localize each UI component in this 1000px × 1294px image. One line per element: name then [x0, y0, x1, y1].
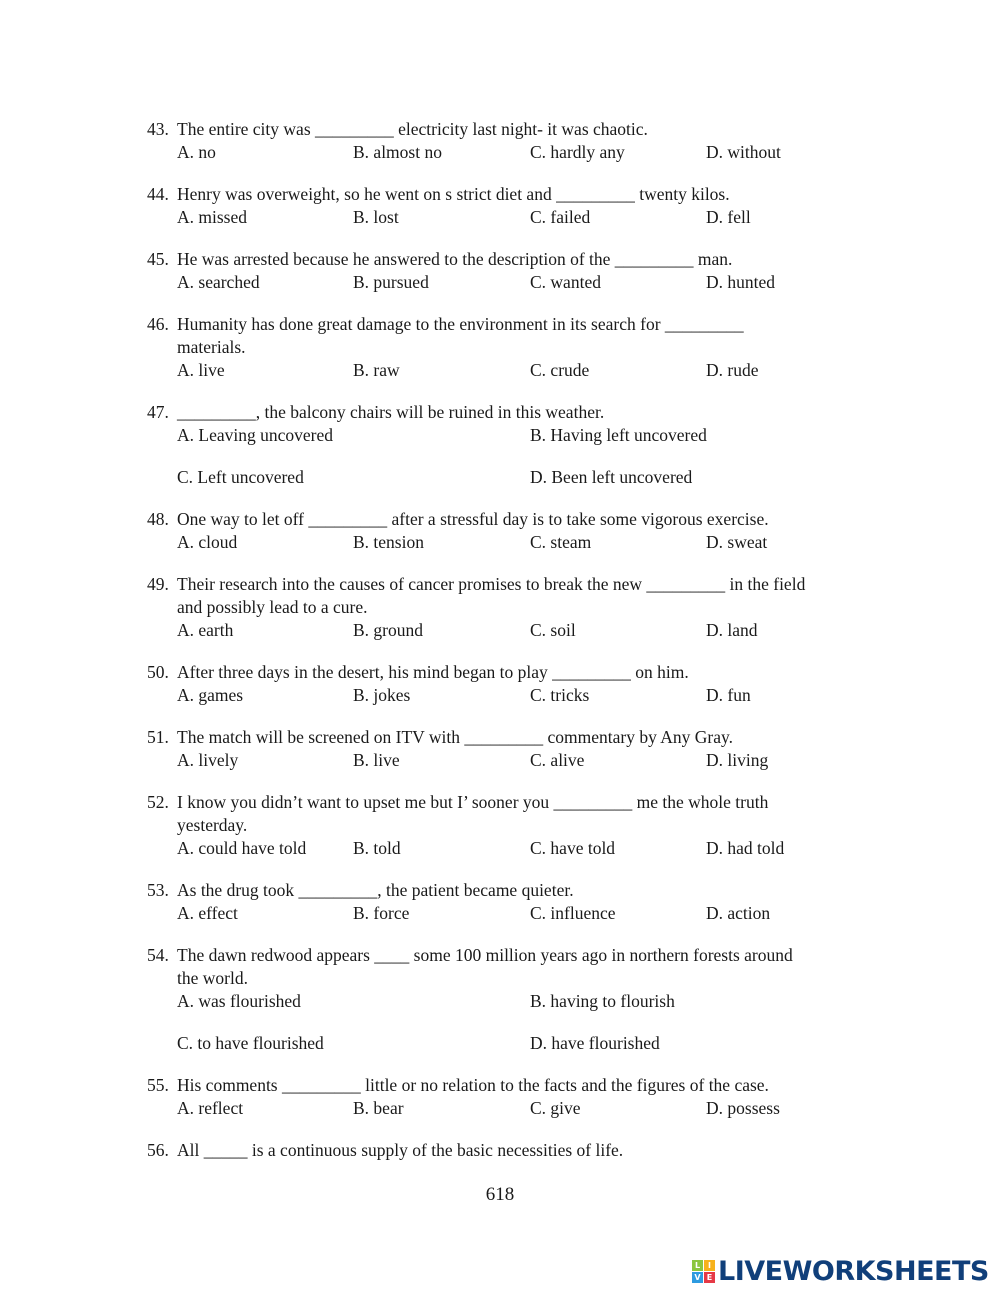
options-row — [147, 749, 907, 772]
answer-option: C. failed — [530, 207, 591, 227]
logo-text: LIVEWORKSHEETS — [718, 1256, 989, 1287]
question-number: 44. — [147, 184, 169, 204]
question-stem — [147, 401, 907, 424]
page-number: 618 — [485, 1184, 515, 1205]
question-stem — [147, 944, 907, 967]
answer-option: D. without — [706, 142, 781, 162]
answer-option: D. fell — [706, 207, 751, 227]
question-number: 49. — [147, 574, 169, 594]
answer-option: C. influence — [530, 903, 616, 923]
question-text-continued: the world. — [177, 968, 248, 988]
answer-option: A. Leaving uncovered — [177, 425, 333, 445]
question-stem — [147, 791, 907, 814]
answer-option: C. Left uncovered — [177, 467, 304, 487]
question-text: _________, the balcony chairs will be ruined in this weather. — [177, 402, 605, 422]
question-49 — [147, 573, 907, 642]
question-stem — [147, 1074, 907, 1097]
answer-option: B. told — [353, 838, 401, 858]
options-row — [147, 837, 907, 860]
question-number: 45. — [147, 249, 169, 269]
answer-option: B. Having left uncovered — [530, 425, 707, 445]
answer-option: C. steam — [530, 532, 592, 552]
question-text-continued: and possibly lead to a cure. — [177, 597, 368, 617]
question-stem — [147, 573, 907, 596]
options-row — [147, 1032, 907, 1055]
question-number: 56. — [147, 1140, 169, 1160]
question-text-continued: yesterday. — [177, 815, 248, 835]
question-45 — [147, 248, 907, 294]
answer-option: C. have told — [530, 838, 616, 858]
answer-option: C. tricks — [530, 685, 590, 705]
question-stem — [147, 726, 907, 749]
logo-tile: E — [704, 1272, 715, 1283]
answer-option: A. searched — [177, 272, 260, 292]
question-53 — [147, 879, 907, 925]
question-number: 43. — [147, 119, 169, 139]
answer-option: B. lost — [353, 207, 399, 227]
answer-option: D. possess — [706, 1098, 780, 1118]
answer-option: C. crude — [530, 360, 590, 380]
question-text: Humanity has done great damage to the environment in its search for _________ — [177, 314, 744, 334]
answer-option: D. Been left uncovered — [530, 467, 693, 487]
question-51 — [147, 726, 907, 772]
answer-option: A. could have told — [177, 838, 307, 858]
question-43 — [147, 118, 907, 164]
question-46 — [147, 313, 907, 382]
answer-option: B. having to flourish — [530, 991, 675, 1011]
liveworksheets-logo — [692, 1256, 989, 1287]
answer-option: D. living — [706, 750, 769, 770]
question-number: 50. — [147, 662, 169, 682]
question-text: I know you didn’t want to upset me but I’ sooner you _________ me the whole truth — [177, 792, 769, 812]
question-text: The dawn redwood appears ____ some 100 million years ago in northern forests around — [177, 945, 793, 965]
question-stem — [147, 879, 907, 902]
question-text: Their research into the causes of cancer promises to break the new _________ in the field — [177, 574, 806, 594]
question-number: 53. — [147, 880, 169, 900]
answer-option: A. was flourished — [177, 991, 301, 1011]
answer-option: C. soil — [530, 620, 576, 640]
options-row — [147, 141, 907, 164]
options-row — [147, 684, 907, 707]
row-spacer — [147, 1013, 907, 1032]
options-row — [147, 206, 907, 229]
question-number: 48. — [147, 509, 169, 529]
question-text: Henry was overweight, so he went on s strict diet and _________ twenty kilos. — [177, 184, 730, 204]
question-number: 46. — [147, 314, 169, 334]
options-row — [147, 359, 907, 382]
question-44 — [147, 183, 907, 229]
question-text: The entire city was _________ electricity last night- it was chaotic. — [177, 119, 648, 139]
question-number: 51. — [147, 727, 169, 747]
question-55 — [147, 1074, 907, 1120]
answer-option: B. ground — [353, 620, 423, 640]
question-number: 55. — [147, 1075, 169, 1095]
answer-option: D. land — [706, 620, 758, 640]
question-text: His comments _________ little or no relation to the facts and the figures of the case. — [177, 1075, 769, 1095]
question-text: As the drug took _________, the patient became quieter. — [177, 880, 574, 900]
options-row — [147, 619, 907, 642]
answer-option: B. bear — [353, 1098, 404, 1118]
question-47 — [147, 401, 907, 489]
answer-option: A. earth — [177, 620, 234, 640]
question-54 — [147, 944, 907, 1055]
logo-tile: V — [692, 1272, 703, 1283]
question-stem — [147, 118, 907, 141]
options-row — [147, 271, 907, 294]
worksheet-questions — [147, 118, 907, 1181]
answer-option: B. force — [353, 903, 410, 923]
answer-option: A. reflect — [177, 1098, 244, 1118]
answer-option: C. to have flourished — [177, 1033, 324, 1053]
logo-tiles-icon — [692, 1260, 715, 1283]
options-row — [147, 531, 907, 554]
question-number: 47. — [147, 402, 169, 422]
options-row — [147, 902, 907, 925]
question-stem — [147, 661, 907, 684]
answer-option: B. pursued — [353, 272, 429, 292]
options-row — [147, 990, 907, 1013]
answer-option: D. hunted — [706, 272, 776, 292]
answer-option: B. jokes — [353, 685, 411, 705]
question-50 — [147, 661, 907, 707]
question-52 — [147, 791, 907, 860]
options-row — [147, 424, 907, 447]
question-text: One way to let off _________ after a stressful day is to take some vigorous exercise. — [177, 509, 769, 529]
answer-option: D. rude — [706, 360, 759, 380]
answer-option: D. sweat — [706, 532, 768, 552]
answer-option: B. raw — [353, 360, 400, 380]
question-text: He was arrested because he answered to the description of the _________ man. — [177, 249, 733, 269]
logo-tile: I — [704, 1260, 715, 1271]
question-stem — [147, 248, 907, 271]
question-48 — [147, 508, 907, 554]
options-row — [147, 466, 907, 489]
answer-option: A. missed — [177, 207, 247, 227]
question-number: 52. — [147, 792, 169, 812]
answer-option: D. have flourished — [530, 1033, 660, 1053]
question-stem — [147, 313, 907, 336]
answer-option: D. had told — [706, 838, 785, 858]
logo-tile: L — [692, 1260, 703, 1271]
question-stem — [147, 508, 907, 531]
answer-option: B. tension — [353, 532, 424, 552]
answer-option: C. hardly any — [530, 142, 625, 162]
question-stem — [147, 1139, 907, 1162]
answer-option: A. no — [177, 142, 216, 162]
row-spacer — [147, 447, 907, 466]
answer-option: A. lively — [177, 750, 239, 770]
answer-option: A. cloud — [177, 532, 238, 552]
question-56 — [147, 1139, 907, 1162]
question-text: The match will be screened on ITV with _________ commentary by Any Gray. — [177, 727, 733, 747]
answer-option: B. almost no — [353, 142, 442, 162]
answer-option: B. live — [353, 750, 400, 770]
answer-option: A. live — [177, 360, 225, 380]
question-stem — [147, 183, 907, 206]
answer-option: C. wanted — [530, 272, 601, 292]
answer-option: C. alive — [530, 750, 585, 770]
answer-option: C. give — [530, 1098, 581, 1118]
answer-option: D. action — [706, 903, 771, 923]
question-text: All _____ is a continuous supply of the basic necessities of life. — [177, 1140, 624, 1160]
question-text-continued: materials. — [177, 337, 246, 357]
question-text: After three days in the desert, his mind began to play _________ on him. — [177, 662, 689, 682]
answer-option: A. effect — [177, 903, 238, 923]
answer-option: D. fun — [706, 685, 751, 705]
answer-option: A. games — [177, 685, 244, 705]
question-number: 54. — [147, 945, 169, 965]
options-row — [147, 1097, 907, 1120]
